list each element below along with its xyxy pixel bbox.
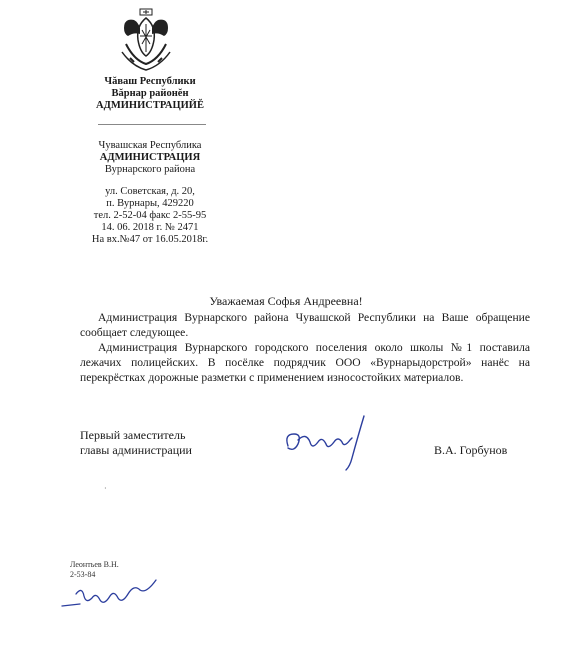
executor-phone: 2-53-84 xyxy=(70,570,96,579)
russian-district-label: Вурнарского района xyxy=(104,164,196,175)
executor-signature xyxy=(60,572,170,612)
header-divider xyxy=(98,124,206,125)
settlement-address: п. Вурнары, 429220 xyxy=(106,198,194,209)
address-block xyxy=(60,186,240,246)
body-paragraph-2: Администрация Вурнарского городского поселения около школы №1 поставила лежачих полицейских. В посёлке подрядчик ООО «Вурнарыдорстрой» нанёс на перекрёстках дорожные разметки с применением износостойких материалов. xyxy=(80,341,530,384)
chuvash-district-label: Вăрнар районĕн xyxy=(111,88,189,99)
outgoing-number: 14. 06. 2018 г. № 2471 xyxy=(101,222,199,233)
russian-header xyxy=(60,140,240,176)
phone-fax: тел. 2-52-04 факс 2-55-95 xyxy=(93,210,207,221)
chuvash-administration-label: АДМИНИСТРАЦИЙĔ xyxy=(96,100,204,111)
incoming-reference: На вх.№47 от 16.05.2018г. xyxy=(91,234,209,245)
russian-administration-label: АДМИНИСТРАЦИЯ xyxy=(99,152,201,163)
body-paragraph-1: Администрация Вурнарского района Чувашской Республики на Ваше обращение сообщает следующее. xyxy=(80,311,530,339)
executor-name: Леонтьев В.Н. xyxy=(70,560,119,569)
signatory-title xyxy=(80,428,192,458)
street-address: ул. Советская, д. 20, xyxy=(105,186,195,197)
greeting: Уважаемая Софья Андреевна! xyxy=(209,294,363,308)
signatory-title-line2: главы администрации xyxy=(80,443,192,457)
chuvash-header xyxy=(60,76,240,112)
signatory-name: В.А. Горбунов xyxy=(434,443,508,457)
chuvash-republic-label: Чăваш Республики xyxy=(104,76,196,87)
stray-mark: · xyxy=(104,484,107,493)
handwritten-signature xyxy=(280,412,380,476)
coat-of-arms-emblem xyxy=(116,8,176,72)
signatory-title-line1: Первый заместитель xyxy=(80,428,186,442)
russian-republic-label: Чувашская Республика xyxy=(98,140,202,151)
